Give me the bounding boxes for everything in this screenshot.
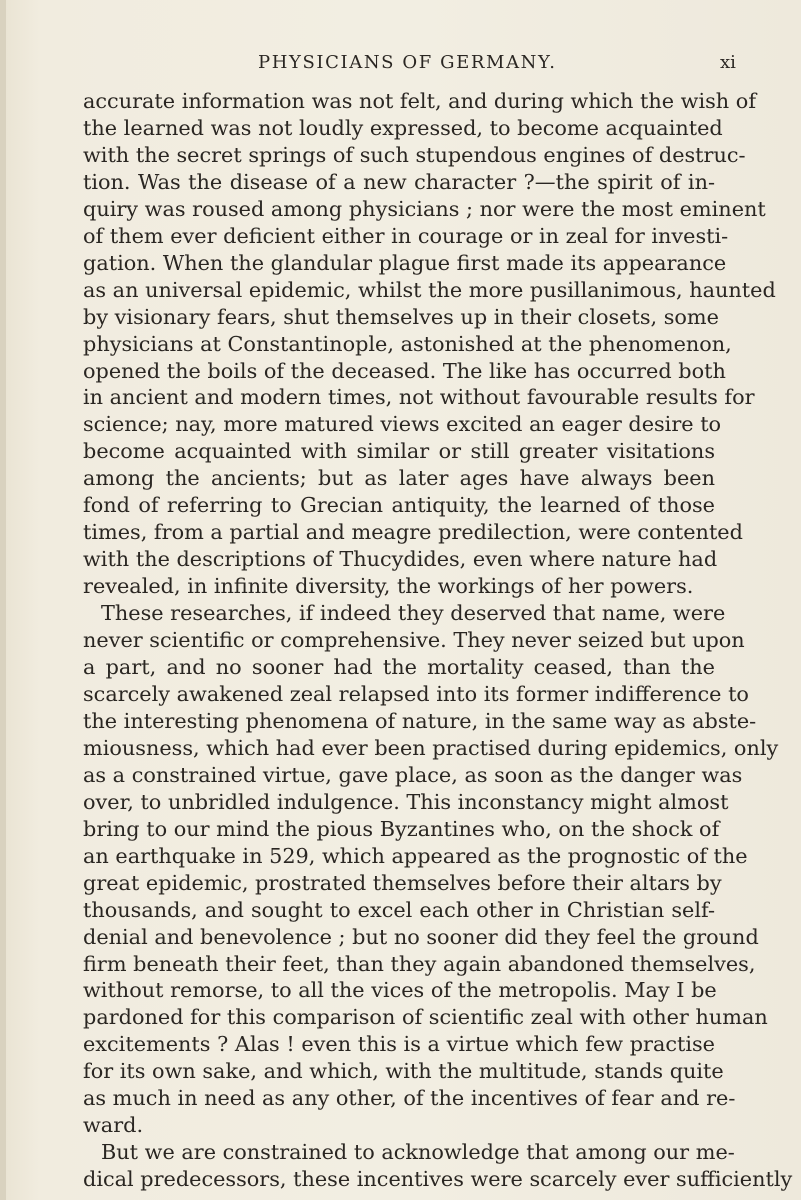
text-line: among the ancients; but as later ages have always been [83,466,715,491]
text-line: firm beneath their feet, than they again abandoned themselves, [83,951,756,976]
paragraph-end-line: ward. [83,1113,144,1138]
text-line: as much in need as any other, of the incentives of fear and re- [83,1086,736,1111]
running-head [0,48,801,78]
text-line: with the secret springs of such stupendous engines of destruc- [83,142,746,167]
paragraph-start-line: These researches, if indeed they deserved that name, were [101,601,726,626]
text-line: the learned was not loudly expressed, to become acquainted [83,115,723,140]
text-line: great epidemic, prostrated themselves before their altars by [83,870,722,895]
text-line: pardoned for this comparison of scientific zeal with other human [83,1005,768,1030]
body-text [83,88,793,1193]
text-line: by visionary fears, shut themselves up in their closets, some [83,304,719,329]
text-line: without remorse, to all the vices of the metropolis. May I be [83,978,717,1003]
text-line: over, to unbridled indulgence. This inconstancy might almost [83,789,729,814]
text-line: never scientific or comprehensive. They never seized but upon [83,628,745,653]
page-number: xi [720,52,736,73]
text-line: for its own sake, and which, with the multitude, stands quite [83,1059,724,1084]
text-line: miousness, which had ever been practised during epidemics, only [83,735,779,760]
text-line: gation. When the glandular plague first made its appearance [83,250,727,275]
text-line: accurate information was not felt, and during which the wish of [83,89,757,113]
text-line: become acquainted with similar or still greater visitations [83,439,715,464]
text-line: dical predecessors, these incentives were scarcely ever sufficiently [83,1167,793,1192]
text-line: scarcely awakened zeal relapsed into its former indifference to [83,681,749,706]
text-line: as a constrained virtue, gave place, as soon as the danger was [83,762,743,787]
text-line: with the descriptions of Thucydides, even where nature had [83,547,718,572]
paragraph-start-line: But we are constrained to acknowledge that among our me- [101,1140,735,1165]
text-line: bring to our mind the pious Byzantines who, on the shock of [83,816,720,841]
text-line: tion. Was the disease of a new character ?—the spirit of in- [83,169,715,194]
text-line: as an universal epidemic, whilst the more pusillanimous, haunted [83,277,776,302]
text-line: opened the boils of the deceased. The like has occurred both [83,358,726,383]
text-line: excitements ? Alas ! even this is a virtue which few practise [83,1032,715,1057]
text-line: thousands, and sought to excel each other in Christian self- [83,897,715,922]
text-line: denial and benevolence ; but no sooner did they feel the ground [83,924,759,949]
paragraph-end-line: revealed, in infinite diversity, the workings of her powers. [83,574,694,599]
text-line: an earthquake in 529, which appeared as the prognostic of the [83,843,748,868]
text-line: physicians at Constantinople, astonished at the phenomenon, [83,331,732,356]
text-line: fond of referring to Grecian antiquity, the learned of those [83,493,715,518]
text-line: quiry was roused among physicians ; nor were the most eminent [83,196,766,221]
text-line: times, from a partial and meagre predilection, were contented [83,520,743,545]
text-line: in ancient and modern times, not without favourable results for [83,385,755,410]
page-gutter-edge [0,0,6,1200]
text-line: science; nay, more matured views excited an eager desire to [83,412,722,437]
text-line: of them ever deficient either in courage or in zeal for investi- [83,223,729,248]
running-title: PHYSICIANS OF GERMANY. [258,52,557,73]
text-line: a part, and no sooner had the mortality ceased, than the [83,655,715,680]
text-line: the interesting phenomena of nature, in the same way as abste- [83,708,757,733]
